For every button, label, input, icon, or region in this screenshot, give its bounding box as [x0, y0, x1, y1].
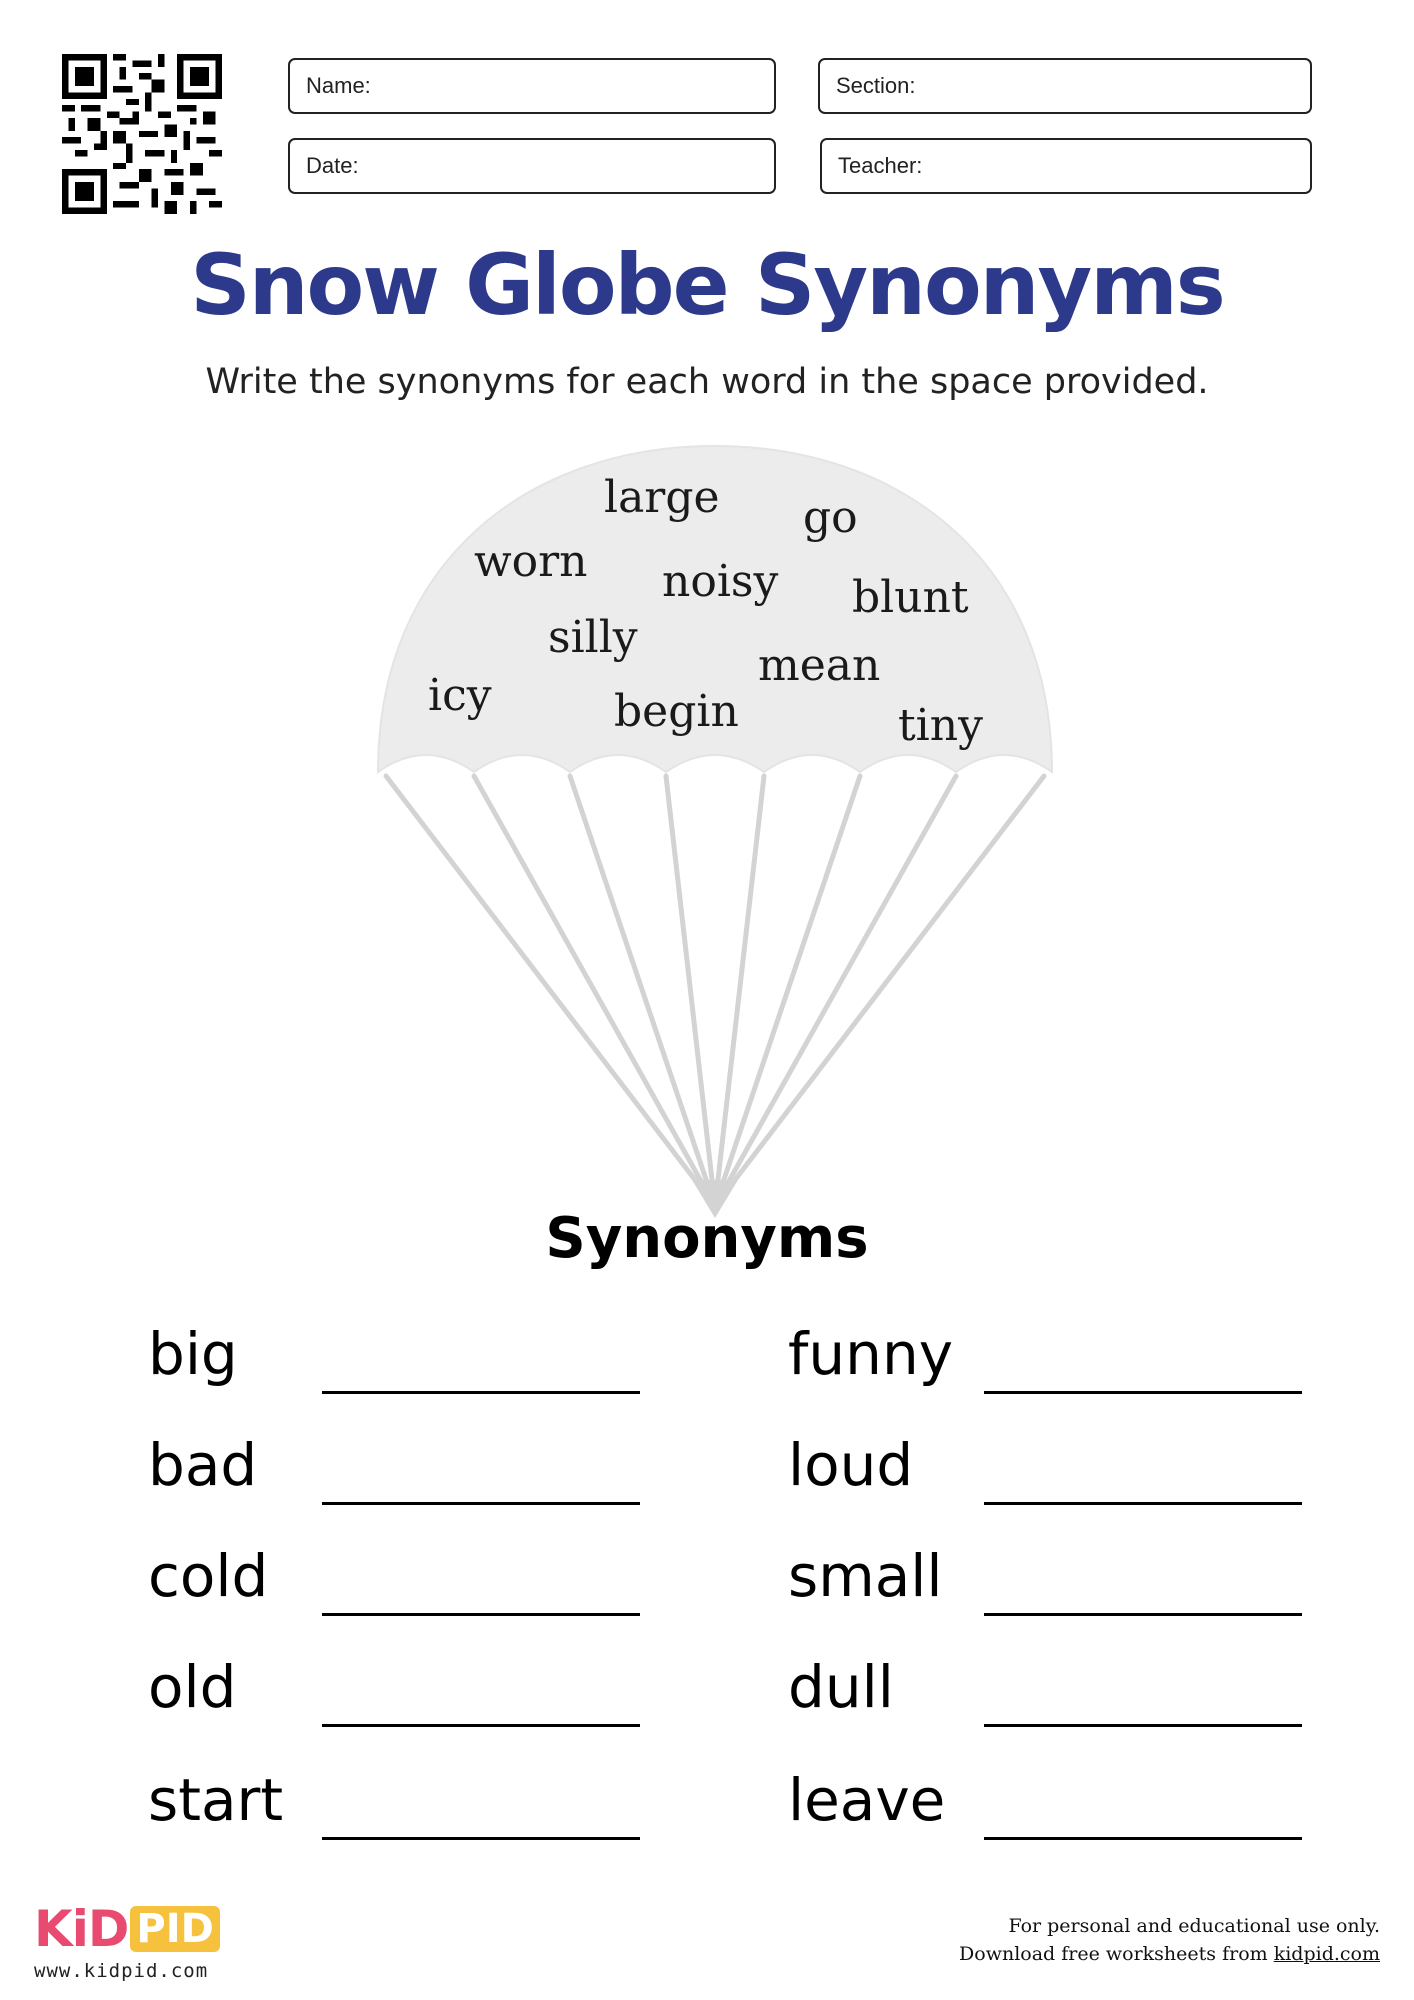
synonym-row	[788, 1322, 1306, 1402]
qr-code	[62, 54, 222, 214]
parachute-strings	[386, 776, 1044, 1206]
word-bank-item: begin	[614, 686, 739, 737]
word-bank-item: worn	[474, 536, 588, 587]
word-bank-item: go	[803, 492, 858, 543]
footer-note	[959, 1912, 1380, 1968]
brand-url[interactable]: www.kidpid.com	[34, 1960, 209, 1982]
answer-line[interactable]	[984, 1724, 1302, 1727]
word-bank-item: silly	[548, 612, 638, 663]
answer-line[interactable]	[984, 1502, 1302, 1505]
section-field[interactable]	[818, 58, 1312, 114]
synonym-word: old	[148, 1653, 237, 1721]
synonym-row	[148, 1544, 640, 1624]
answer-line[interactable]	[322, 1724, 640, 1727]
synonym-word: leave	[788, 1766, 946, 1834]
page-title: Snow Globe Synonyms	[190, 236, 1224, 334]
word-bank-item: icy	[428, 670, 492, 721]
name-field-label: Name:	[306, 73, 371, 98]
footer-line-2-text: Download free worksheets from	[959, 1943, 1268, 1965]
synonym-word: funny	[788, 1320, 954, 1388]
synonym-word: loud	[788, 1431, 914, 1499]
synonym-word: small	[788, 1542, 943, 1610]
word-bank-item: tiny	[898, 700, 983, 751]
word-bank-item: noisy	[662, 556, 779, 607]
footer-line-2	[959, 1940, 1380, 1968]
synonyms-heading: Synonyms	[545, 1206, 869, 1271]
synonym-row	[788, 1544, 1306, 1624]
synonym-word: bad	[148, 1431, 258, 1499]
synonym-row	[788, 1768, 1306, 1848]
footer-link[interactable]: kidpid.com	[1273, 1943, 1380, 1965]
footer-line-1: For personal and educational use only.	[1008, 1915, 1380, 1937]
synonym-word: cold	[148, 1542, 269, 1610]
synonym-word: start	[148, 1766, 284, 1834]
teacher-field[interactable]	[820, 138, 1312, 194]
synonym-word: big	[148, 1320, 238, 1388]
answer-line[interactable]	[984, 1391, 1302, 1394]
date-field-label: Date:	[306, 153, 359, 178]
answer-line[interactable]	[984, 1837, 1302, 1840]
teacher-field-label: Teacher:	[838, 153, 923, 178]
word-bank-item: mean	[758, 640, 881, 691]
word-bank-item: blunt	[852, 572, 969, 623]
synonym-row	[148, 1433, 640, 1513]
synonym-row	[148, 1655, 640, 1735]
synonym-row	[148, 1322, 640, 1402]
logo-pid-text: PID	[130, 1906, 219, 1952]
answer-line[interactable]	[322, 1502, 640, 1505]
instruction-text: Write the synonyms for each word in the space provided.	[205, 362, 1209, 402]
synonym-row	[788, 1655, 1306, 1735]
answer-line[interactable]	[322, 1391, 640, 1394]
synonym-row	[148, 1768, 640, 1848]
kidpid-logo[interactable]	[34, 1900, 220, 1982]
answer-line[interactable]	[984, 1613, 1302, 1616]
answer-line[interactable]	[322, 1613, 640, 1616]
word-bank-item: large	[604, 472, 720, 523]
logo-kid-text: KiD	[34, 1900, 129, 1958]
name-field[interactable]	[288, 58, 776, 114]
date-field[interactable]	[288, 138, 776, 194]
answer-line[interactable]	[322, 1837, 640, 1840]
section-field-label: Section:	[836, 73, 916, 98]
synonym-word: dull	[788, 1653, 894, 1721]
synonym-row	[788, 1433, 1306, 1513]
